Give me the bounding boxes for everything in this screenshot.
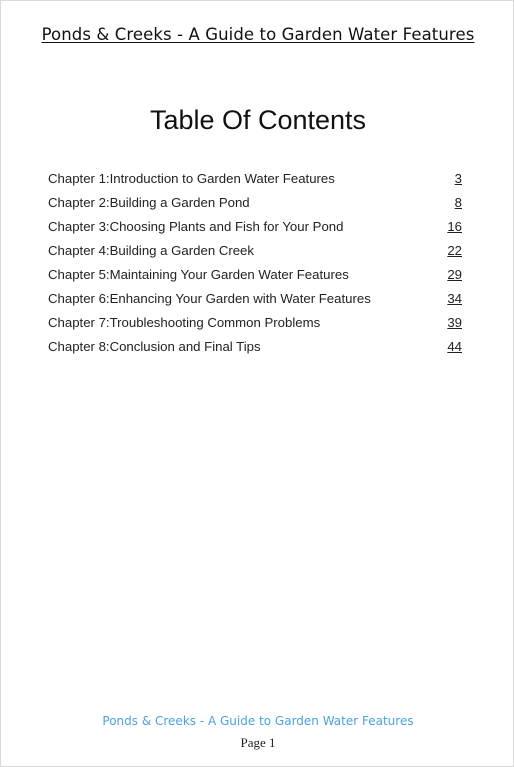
toc-entry — [48, 339, 462, 363]
toc-entry — [48, 243, 462, 267]
toc-title: Table Of Contents — [149, 105, 367, 135]
toc-entry-label: Chapter 5:Maintaining Your Garden Water Features — [48, 267, 349, 282]
toc-entry — [48, 291, 462, 315]
toc-entry-label: Chapter 2:Building a Garden Pond — [48, 195, 250, 210]
header-title: Ponds & Creeks - A Guide to Garden Water Features — [41, 25, 475, 44]
toc-page-link[interactable]: 8 — [454, 195, 462, 210]
toc-entry — [48, 315, 462, 339]
toc-page-link[interactable]: 22 — [447, 243, 462, 258]
toc-entry — [48, 171, 462, 195]
toc-entry-label: Chapter 3:Choosing Plants and Fish for Your Pond — [48, 219, 344, 234]
toc-page-link[interactable]: 39 — [447, 315, 462, 330]
toc-entry-label: Chapter 4:Building a Garden Creek — [48, 243, 254, 258]
toc-entry-label: Chapter 8:Conclusion and Final Tips — [48, 339, 261, 354]
toc-page-link[interactable]: 29 — [447, 267, 462, 282]
page-number: Page 1 — [240, 735, 276, 750]
toc-entry-label: Chapter 7:Troubleshooting Common Problems — [48, 315, 321, 330]
footer-title: Ponds & Creeks - A Guide to Garden Water Features — [102, 714, 414, 728]
toc-entry-label: Chapter 6:Enhancing Your Garden with Water Features — [48, 291, 371, 306]
table-of-contents — [48, 171, 462, 363]
toc-page-link[interactable]: 16 — [447, 219, 462, 234]
toc-entry — [48, 195, 462, 219]
toc-entry — [48, 219, 462, 243]
toc-page-link[interactable]: 34 — [447, 291, 462, 306]
toc-entry — [48, 267, 462, 291]
toc-page-link[interactable]: 3 — [454, 171, 462, 186]
toc-entry-label: Chapter 1:Introduction to Garden Water Features — [48, 171, 335, 186]
toc-page-link[interactable]: 44 — [447, 339, 462, 354]
